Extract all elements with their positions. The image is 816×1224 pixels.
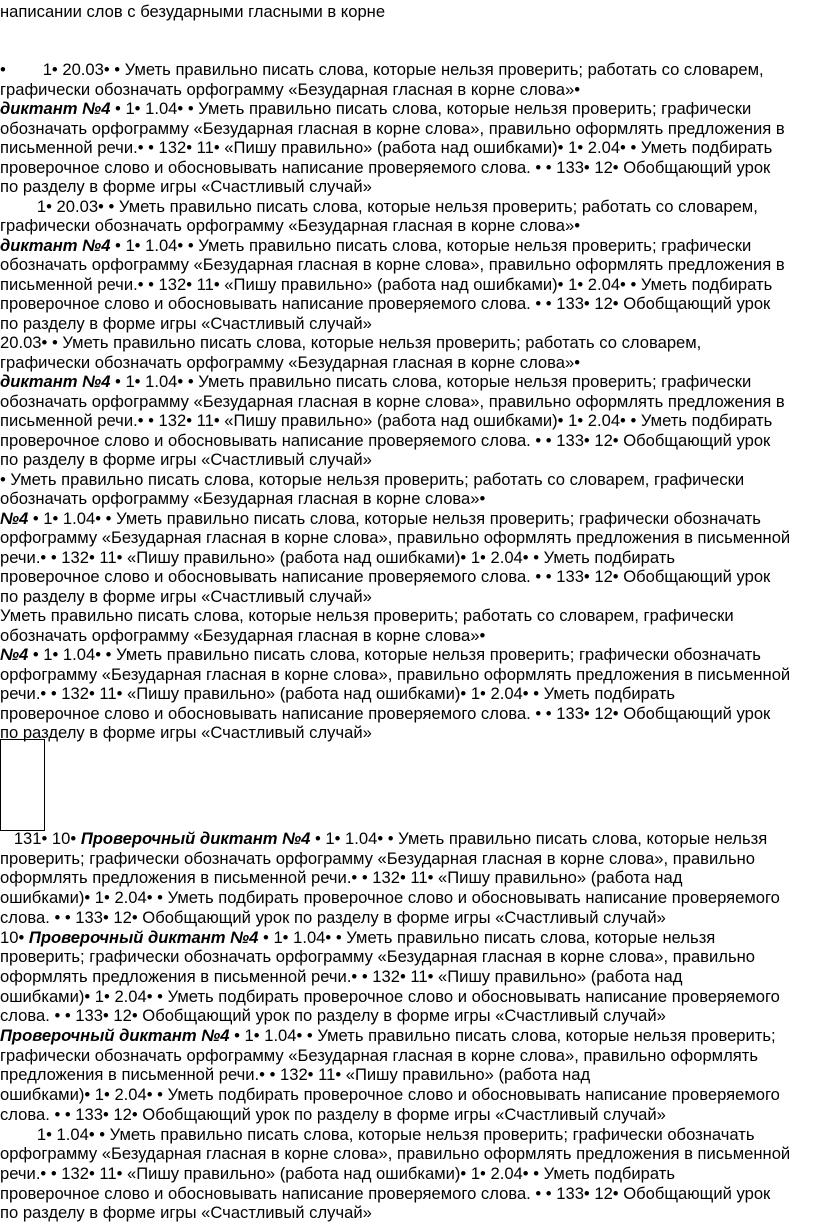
text-line	[0, 626, 485, 647]
line-text: 20.03• • Уметь правильно писать слова, которые нельзя проверить; работать со словарем,	[0, 333, 702, 352]
line-text: оформлять предложения в письменной речи.• • 132• 11• «Пишу правильно» (работа над	[0, 966, 683, 986]
line-text: обозначать орфограмму «Безударная гласная в корне слова», правильно оформлять предложения в	[0, 391, 785, 411]
text-line	[0, 967, 682, 988]
line-text: письменной речи.• • 132• 11• «Пишу правильно» (работа над ошибками)• 1• 2.04• • Уметь подбирать	[0, 138, 773, 157]
line-text: графически обозначать орфограмму «Безударная гласная в корне слова», правильно оформлять	[0, 1045, 758, 1065]
line-text: речи.• • 132• 11• «Пишу правильно» (работа над ошибками)• 1• 2.04• • Уметь подбирать	[0, 684, 675, 703]
line-text: • 1• 1.04• • Уметь правильно писать слова, которые нельзя проверить; графически обозначать	[28, 645, 761, 664]
text-line	[0, 567, 770, 588]
line-text: • 1• 20.03• • Уметь правильно писать слова, которые нельзя проверить; работать со словарем,	[0, 60, 764, 79]
text-line	[0, 548, 675, 569]
text-line	[0, 470, 744, 491]
line-bold-heading: диктант №4	[0, 99, 111, 118]
text-line	[0, 294, 770, 315]
line-text: ошибками)• 1• 2.04• • Уметь подбирать проверочное слово и обосновывать написание проверяемого	[0, 986, 780, 1006]
line-text: письменной речи.• • 132• 11• «Пишу правильно» (работа над ошибками)• 1• 2.04• • Уметь подбирать	[0, 411, 773, 430]
line-lead: 10•	[0, 927, 29, 947]
line-text: проверочное слово и обосновывать написание проверяемого слова. • • 133• 12• Обобщающий урок	[0, 567, 771, 586]
line-text: по разделу в форме игры «Счастливый случай»	[0, 177, 372, 196]
line-text: Уметь правильно писать слова, которые нельзя проверить; работать со словарем, графически	[0, 606, 734, 625]
text-line	[0, 684, 675, 705]
line-text: проверочное слово и обосновывать написание проверяемого слова. • • 133• 12• Обобщающий урок	[0, 703, 771, 723]
text-line	[0, 849, 755, 870]
line-text: • 1• 1.04• • Уметь правильно писать слова, которые нельзя проверить;	[229, 1026, 776, 1045]
line-text: речи.• • 132• 11• «Пишу правильно» (работа над ошибками)• 1• 2.04• • Уметь подбирать	[0, 1163, 675, 1183]
line-bold-heading: диктант №4	[0, 235, 111, 255]
line-text: 1• 1.04• • Уметь правильно писать слова, которые нельзя проверить; графически обозначать	[0, 1124, 755, 1144]
text-line	[0, 158, 770, 179]
line-text: графически обозначать орфограмму «Безударная гласная в корне слова»•	[0, 79, 581, 99]
text-line	[0, 177, 372, 198]
line-text: проверочное слово и обосновывать написание проверяемого слова. • • 133• 12• Обобщающий урок	[0, 157, 771, 177]
text-line	[0, 1046, 758, 1067]
text-line	[0, 908, 666, 929]
line-text: слова. • • 133• 12• Обобщающий урок по разделу в форме игры «Счастливый случай»	[0, 1006, 666, 1026]
document-header: написании слов с безударными гласными в корне	[0, 2, 386, 21]
line-text: слова. • • 133• 12• Обобщающий урок по разделу в форме игры «Счастливый случай»	[0, 907, 666, 927]
line-text: проверить; графически обозначать орфограмму «Безударная гласная в корне слова», правильно	[0, 848, 755, 868]
line-lead: 131• 10•	[0, 829, 81, 848]
line-text: по разделу в форме игры «Счастливый случай»	[0, 1203, 372, 1223]
text-line	[0, 80, 580, 101]
line-text: оформлять предложения в письменной речи.• • 132• 11• «Пишу правильно» (работа над	[0, 868, 683, 888]
text-line	[0, 60, 764, 81]
line-text: проверить; графически обозначать орфограмму «Безударная гласная в корне слова», правильно	[0, 947, 755, 967]
text-line	[0, 665, 790, 686]
line-text: проверочное слово и обосновывать написание проверяемого слова. • • 133• 12• Обобщающий урок	[0, 294, 771, 313]
line-text: проверочное слово и обосновывать написание проверяемого слова. • • 133• 12• Обобщающий урок	[0, 1183, 771, 1203]
text-line	[0, 645, 761, 666]
line-text: • 1• 1.04• • Уметь правильно писать слова, которые нельзя проверить; графически	[110, 372, 752, 391]
line-bold-heading: Проверочный диктант №4	[0, 1026, 230, 1045]
text-line	[0, 1125, 755, 1146]
text-line	[0, 99, 751, 120]
text-line	[0, 119, 785, 140]
text-line	[0, 314, 372, 335]
text-line	[0, 829, 767, 850]
line-text: слова. • • 133• 12• Обобщающий урок по разделу в форме игры «Счастливый случай»	[0, 1104, 666, 1124]
line-text: ошибками)• 1• 2.04• • Уметь подбирать проверочное слово и обосновывать написание проверяемого	[0, 1085, 780, 1105]
text-line	[0, 353, 580, 374]
line-text: обозначать орфограмму «Безударная гласная в корне слова», правильно оформлять предложения в	[0, 255, 785, 274]
text-line	[0, 333, 701, 354]
line-bold-heading: Проверочный диктант №4	[28, 927, 259, 947]
text-line	[0, 888, 780, 909]
text-line	[0, 372, 751, 393]
line-text: • 1• 1.04• • Уметь правильно писать слова, которые нельзя	[310, 829, 768, 848]
line-text: письменной речи.• • 132• 11• «Пишу правильно» (работа над ошибками)• 1• 2.04• • Уметь подбирать	[0, 274, 773, 294]
text-line	[0, 947, 755, 968]
line-text: обозначать орфограмму «Безударная гласная в корне слова»•	[0, 489, 486, 508]
text-line	[0, 1164, 675, 1185]
line-text: по разделу в форме игры «Счастливый случай»	[0, 586, 372, 606]
text-line	[0, 704, 770, 725]
line-text: по разделу в форме игры «Счастливый случай»	[0, 723, 372, 742]
line-bold-heading: диктант №4	[0, 372, 111, 391]
text-line	[0, 606, 734, 627]
text-line	[0, 1085, 780, 1106]
line-text: ошибками)• 1• 2.04• • Уметь подбирать проверочное слово и обосновывать написание проверяемого	[0, 888, 780, 908]
text-line	[0, 450, 372, 471]
line-text: • 1• 1.04• • Уметь правильно писать слова, которые нельзя проверить; графически	[110, 99, 752, 118]
text-line	[0, 1203, 372, 1224]
line-text: обозначать орфограмму «Безударная гласная в корне слова», правильно оформлять предложения в	[0, 118, 785, 138]
line-text: графически обозначать орфограмму «Безударная гласная в корне слова»•	[0, 352, 581, 372]
text-line	[0, 528, 790, 549]
line-text: по разделу в форме игры «Счастливый случай»	[0, 450, 372, 469]
text-line	[0, 197, 758, 218]
text-line	[0, 1144, 790, 1165]
text-line	[0, 1006, 666, 1027]
empty-frame	[0, 739, 45, 831]
line-text: • 1• 1.04• • Уметь правильно писать слова, которые нельзя	[258, 927, 716, 947]
text-line	[0, 489, 485, 510]
text-line	[0, 987, 780, 1008]
text-line	[0, 1026, 776, 1047]
line-text: орфограмму «Безударная гласная в корне слова», правильно оформлять предложения в письменной	[0, 1144, 791, 1164]
text-line	[0, 868, 682, 889]
line-text: речи.• • 132• 11• «Пишу правильно» (работа над ошибками)• 1• 2.04• • Уметь подбирать	[0, 547, 675, 567]
text-line	[0, 275, 772, 296]
line-text: 1• 20.03• • Уметь правильно писать слова, которые нельзя проверить; работать со словарем,	[0, 196, 758, 216]
line-text: орфограмму «Безударная гласная в корне слова», правильно оформлять предложения в письменной	[0, 528, 791, 547]
line-bold-heading: Проверочный диктант №4	[80, 829, 311, 848]
text-line	[0, 1065, 590, 1086]
line-text: орфограмму «Безударная гласная в корне слова», правильно оформлять предложения в письменной	[0, 664, 791, 684]
text-line	[0, 509, 761, 530]
text-line	[0, 138, 772, 159]
line-text: предложения в письменной речи.• • 132• 11• «Пишу правильно» (работа над	[0, 1065, 591, 1085]
text-line	[0, 587, 372, 608]
text-line	[0, 928, 715, 949]
line-text: • Уметь правильно писать слова, которые нельзя проверить; работать со словарем, графически	[0, 469, 745, 489]
text-line	[0, 411, 772, 432]
line-text: • 1• 1.04• • Уметь правильно писать слова, которые нельзя проверить; графически	[110, 235, 752, 255]
text-line	[0, 216, 580, 237]
line-text: графически обозначать орфограмму «Безударная гласная в корне слова»•	[0, 216, 581, 235]
text-line	[0, 1184, 770, 1205]
text-line	[0, 255, 785, 276]
text-line	[0, 392, 785, 413]
line-bold-heading: №4	[0, 508, 29, 528]
line-text: по разделу в форме игры «Счастливый случай»	[0, 313, 372, 333]
line-bold-heading: №4	[0, 645, 29, 664]
text-line	[0, 236, 751, 257]
line-text: обозначать орфограмму «Безударная гласная в корне слова»•	[0, 625, 486, 645]
text-line	[0, 1105, 666, 1126]
line-text: • 1• 1.04• • Уметь правильно писать слова, которые нельзя проверить; графически обозначать	[28, 508, 761, 528]
line-text: проверочное слово и обосновывать написание проверяемого слова. • • 133• 12• Обобщающий урок	[0, 430, 771, 450]
text-line	[0, 723, 372, 744]
text-line	[0, 431, 770, 452]
